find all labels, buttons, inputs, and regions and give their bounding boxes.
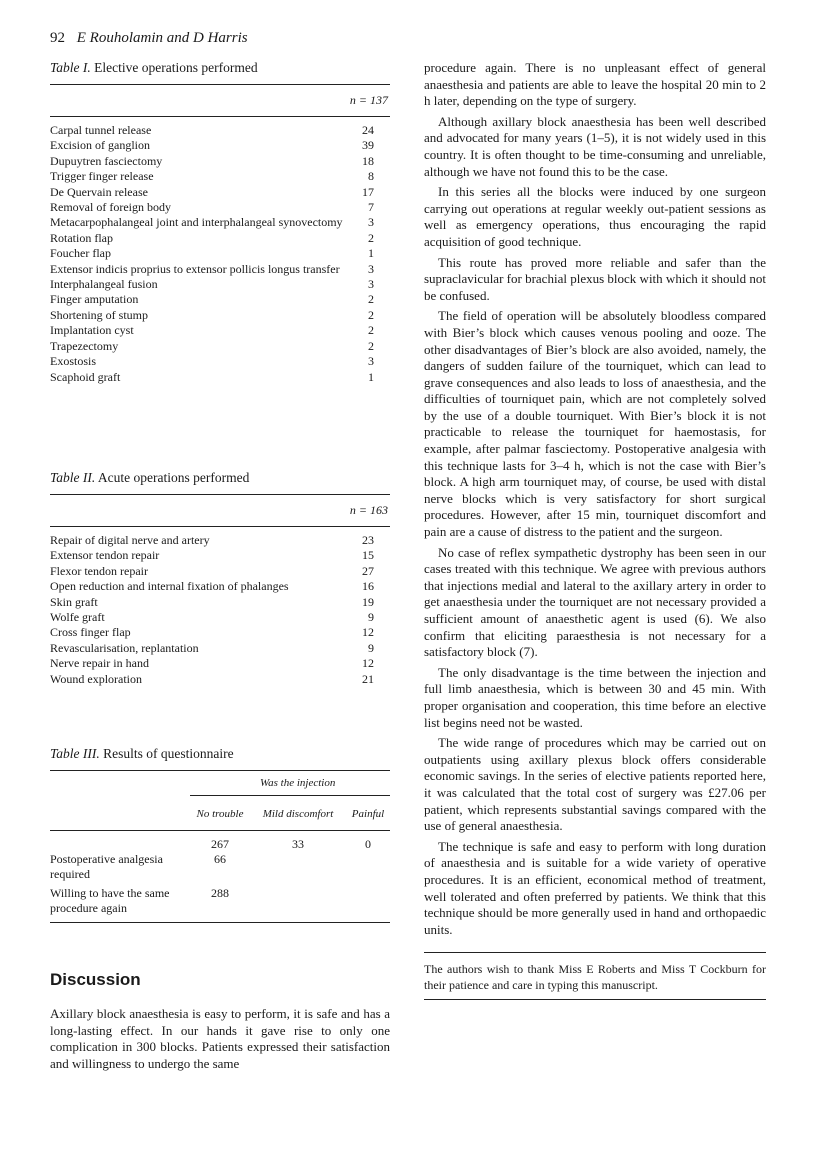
operation-name: Foucher flap [50,246,111,261]
table-row [50,246,390,261]
operation-count: 3 [368,354,374,369]
body-paragraph: Although axillary block anaesthesia has been well described and advocated for many years (1–5), it is not widely used in this country. It is often thought to be time-consuming and unreliable, although we have not found this to be the case. [424,113,766,179]
operation-name: Trapezectomy [50,338,119,353]
operation-count: 27 [362,563,374,578]
operation-count: 21 [362,671,374,686]
table-row [50,370,390,385]
operation-name: Rotation flap [50,230,113,245]
table-row [50,169,390,184]
acknowledgement-rule [424,952,766,953]
running-header [50,30,248,47]
table-row [50,277,390,292]
table-row: 267 33 0 [211,837,371,851]
operation-count: 2 [368,323,374,338]
table-row [50,564,390,579]
table-row: Willing to have the same procedure again 288 [50,886,229,915]
table-row [50,548,390,563]
right-column [424,60,766,1000]
body-paragraph: The wide range of procedures which may be carried out on outpatients using axillary plexus block offers considerable economic savings. In the series of elective patients reported here, it was calculated that the total cost of surgery was £27.06 per patient, which represents substantial savings compared with the use of general anaesthesia. [424,735,766,834]
table-row [50,610,390,625]
operation-name: Removal of foreign body [50,200,171,215]
operation-name: Extensor indicis proprius to extensor pollicis longus transfer [50,261,340,276]
table-3-header [50,777,390,830]
table-row [50,262,390,277]
operation-count: 1 [368,246,374,261]
operation-name: Revascularisation, replantation [50,640,199,655]
table-3 [50,746,390,923]
table-row [50,231,390,246]
operation-count: 2 [368,338,374,353]
operation-name: Carpal tunnel release [50,123,152,137]
operation-name: Implantation cyst [50,323,134,338]
table-row [50,200,390,215]
operation-name: Interphalangeal fusion [50,277,158,292]
table-row [50,579,390,594]
table-3-caption: Table III. Results of questionnaire [50,746,234,761]
col-no-trouble: No trouble [196,808,244,820]
operation-name: Open reduction and internal fixation of phalanges [50,579,289,594]
table-row [50,533,390,548]
table-row [50,339,390,354]
table-row [50,185,390,200]
running-authors: E Rouholamin and D Harris [76,30,248,46]
table-row [50,292,390,307]
table-row [50,215,390,230]
table-row: Postoperative analgesia required 66 [50,852,226,881]
operation-count: 12 [362,656,374,671]
table-row [50,154,390,169]
table-row [50,138,390,153]
operation-name: Exostosis [50,354,97,369]
operation-count: 18 [362,153,374,168]
operation-count: 9 [368,610,374,625]
operation-count: 24 [362,123,374,137]
operation-name: Flexor tendon repair [50,563,148,578]
operation-count: 19 [362,594,374,609]
table-1-caption: Table I. Elective operations performed [50,60,258,75]
operation-name: Wolfe graft [50,610,105,625]
operation-name: Scaphoid graft [50,369,121,384]
body-paragraph: The only disadvantage is the time between the injection and full limb anaesthesia, which is between 30 and 45 min. With proper organisation and cooperation, this time before an elective list begins need not be wasted. [424,664,766,730]
operation-name: Wound exploration [50,671,143,686]
col-painful: Painful [351,808,385,820]
table-row [50,308,390,323]
table-2-n: n = 163 [349,503,388,517]
operation-count: 16 [362,579,374,594]
operation-count: 12 [362,625,374,640]
operation-count: 9 [368,640,374,655]
table-row [50,354,390,369]
operation-count: 17 [362,184,374,199]
table-row [50,595,390,610]
table-1-n: n = 137 [349,93,388,107]
body-paragraph: procedure again. There is no unpleasant effect of general anaesthesia and patients are able to leave the hospital 20 min to 2 h later, depending on the type of surgery. [424,60,766,109]
operation-name: Dupuytren fasciectomy [50,153,163,168]
table-2 [50,470,390,687]
operation-count: 3 [368,277,374,292]
discussion-paragraph: Axillary block anaesthesia is easy to perform, it is safe and has a long-lasting effect. In our hands it gave rise to only one complication in 300 blocks. Patients expressed their satisfaction and willingness to undergo the same [50,1006,390,1071]
operation-count: 1 [368,369,374,384]
body-paragraph: The technique is safe and easy to perform with long duration of anaesthesia and is suitable for a wide variety of operative procedures. It is an efficient, economical method of treatment, well tolerated and often preferred by patients. We think that this technique should be more generally used in hand and orthopaedic units. [424,838,766,937]
operation-count: 8 [368,169,374,184]
table-3-top-rule [50,770,390,771]
operation-name: Extensor tendon repair [50,548,160,563]
table-2-header-rule [50,526,390,527]
table-row [50,656,390,671]
operation-count: 3 [368,215,374,230]
operation-name: Shortening of stump [50,307,148,322]
body-paragraph: This route has proved more reliable and safer than the supraclavicular for brachial plexus block with which it should not be confused. [424,254,766,303]
table-row [50,641,390,656]
acknowledgement: The authors wish to thank Miss E Roberts and Miss T Cockburn for their patience and care in typing this manuscript. [424,962,766,993]
acknowledgement-bottom-rule [424,999,766,1000]
table-3-header-rule [50,830,390,831]
table-row [50,672,390,687]
table-1 [50,60,390,385]
body-paragraph: The field of operation will be absolutely bloodless compared with Bier’s block which causes venous pooling and ooze. The other disadvantages of Bier’s block are also avoided, namely, the dangers of sudden failure of the tourniquet, which can lead to grave consequences and also leads to loss of anaesthesia, and the difficulties of tourniquet pain, which are not completely solved by the use of a double tourniquet. With Bier’s block it is not practicable to release the tourniquet for haemostasis, for example, after palmar fasciectomy. Postoperative analgesia with this technique lasts for 3–4 h, which is not the case with Bier’s block. A high arm tourniquet may, of course, be used with distal nerve blocks which is very satisfactory for short surgical procedures. However, after 15 min, tourniquet discomfort and pain are a cause of distress to the patient and the surgeon. [424,308,766,540]
discussion-heading: Discussion [50,970,141,989]
operation-name: Repair of digital nerve and artery [50,533,210,547]
operation-name: De Quervain release [50,184,148,199]
operation-count: 3 [368,261,374,276]
left-column [50,60,390,1071]
page-number: 92 [50,30,65,46]
operation-count: 2 [368,307,374,322]
operation-count: 23 [362,533,374,547]
operation-name: Trigger finger release [50,169,154,184]
operation-name: Nerve repair in hand [50,656,149,671]
operation-count: 7 [368,200,374,215]
operation-name: Skin graft [50,594,98,609]
operation-name: Cross finger flap [50,625,131,640]
table-3-bottom-rule [50,922,390,923]
table-1-body [50,123,390,385]
operation-count: 39 [362,138,374,153]
table-1-header-rule [50,116,390,117]
table-2-body [50,533,390,687]
table-row [50,625,390,640]
operation-count: 2 [368,230,374,245]
operation-count: 15 [362,548,374,563]
table-row [50,123,390,138]
operation-count: 2 [368,292,374,307]
operation-name: Finger amputation [50,292,139,307]
table-3-group-title: Was the injection [260,777,336,789]
operation-name: Excision of ganglion [50,138,150,153]
table-2-caption: Table II. Acute operations performed [50,470,250,485]
body-paragraph: In this series all the blocks were induced by one surgeon carrying out operations at regular weekly out-patient sessions as well as emergency operations, thus encouraging the rapid acquisition of good technique. [424,184,766,249]
col-mild-discomfort: Mild discomfort [262,808,334,820]
operation-name: Metacarpophalangeal joint and interphalangeal synovectomy [50,215,343,230]
table-row [50,323,390,338]
body-paragraph: No case of reflex sympathetic dystrophy has been seen in our cases treated with this technique. We agree with previous authors that injections medial and lateral to the axillary artery in order to get anaesthesia under the tourniquet are not necessary provided a sufficient amount of anaesthetic agent is used (6). We also confirm that eliciting paraesthesia is not necessary for a satisfactory block (7). [424,544,766,660]
